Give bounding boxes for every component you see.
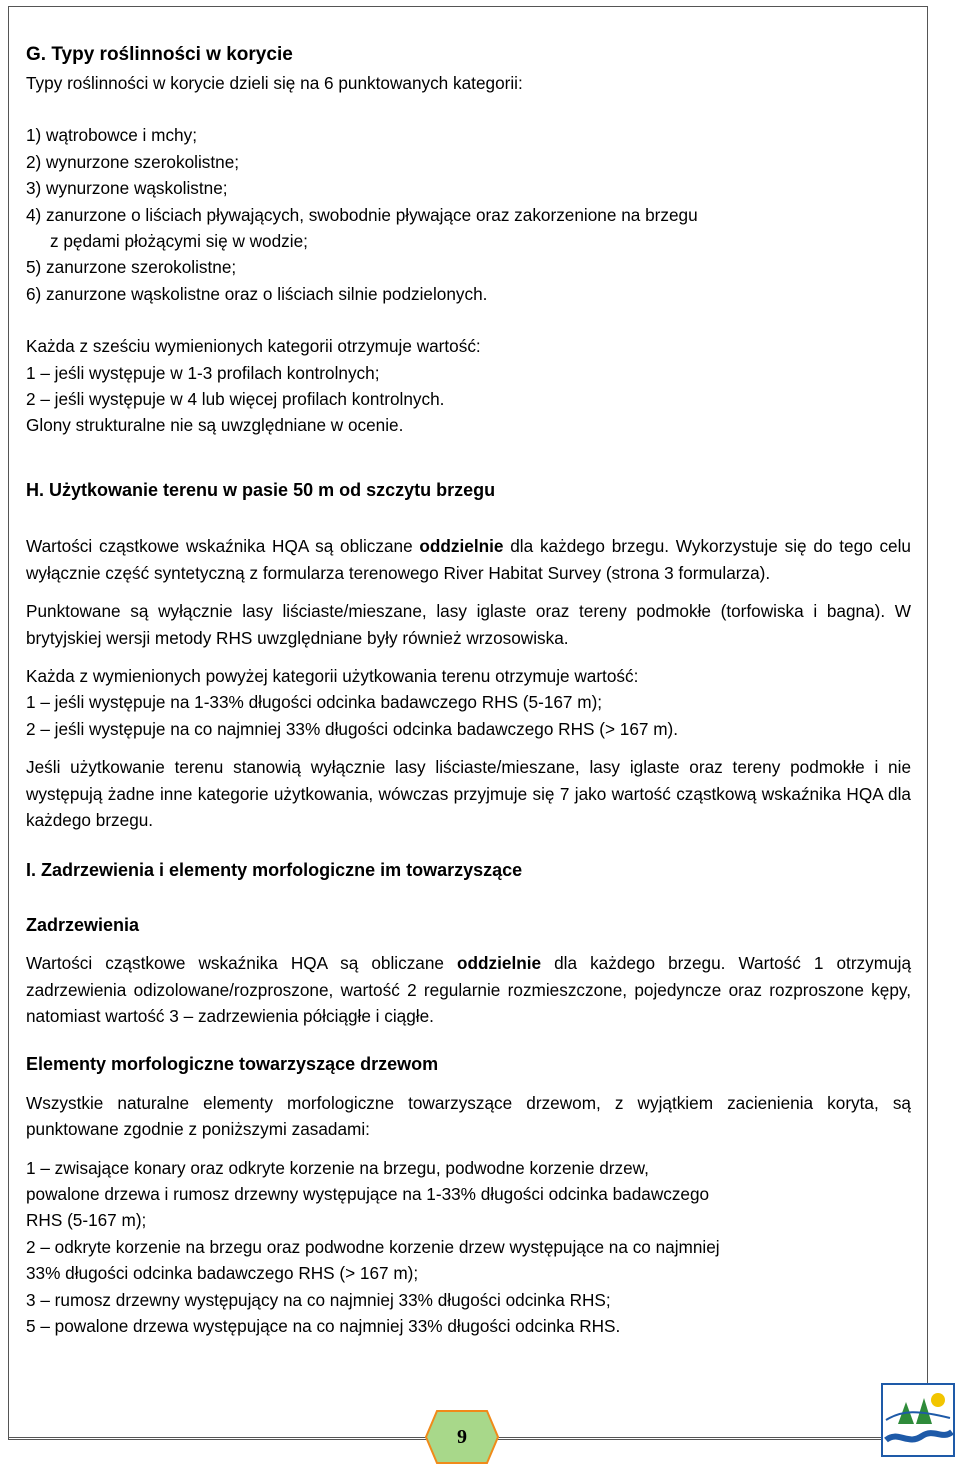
- rule-line: powalone drzewa i rumosz drzewny występujące na 1-33% długości odcinka badawczego: [26, 1184, 710, 1204]
- scoring-line: 1 – jeśli występuje na 1-33% długości odcinka badawczego RHS (5-167 m);: [26, 692, 603, 713]
- rule-line: RHS (5-167 m);: [26, 1210, 147, 1231]
- scoring-line: 2 – jeśli występuje na co najmniej 33% długości odcinka badawczego RHS (> 167 m).: [26, 718, 679, 739]
- rule-line: 2 – odkryte korzenie na brzegu oraz podwodne korzenie drzew występujące na co najmniej: [26, 1236, 720, 1257]
- subsection-title: Elementy morfologiczne towarzyszące drzewom: [26, 1054, 439, 1075]
- list-item: 5) zanurzone szerokolistne;: [26, 257, 237, 278]
- section-h-paragraph-1: Wartości cząstkowe wskaźnika HQA są obliczane oddzielnie dla każdego brzegu. Wykorzystuje się do tego celu wyłącznie część syntetyczną z formularza terenowego River Habitat Survey (strona 3 formularza).: [26, 536, 911, 583]
- list-item: 1) wątrobowce i mchy;: [26, 125, 197, 146]
- list-item: 4) zanurzone o liściach pływających, swobodnie pływające oraz zakorzenione na brzegu: [26, 204, 698, 225]
- section-g-intro: Typy roślinności w korycie dzieli się na 6 punktowanych kategorii:: [26, 73, 523, 93]
- list-item: 2) wynurzone szerokolistne;: [26, 151, 240, 172]
- river-habitat-survey-logo: [878, 1380, 958, 1460]
- list-item: 3) wynurzone wąskolistne;: [26, 178, 228, 199]
- scoring-line: 1 – jeśli występuje w 1-3 profilach kontrolnych;: [26, 362, 380, 383]
- rule-line: 33% długości odcinka badawczego RHS (> 167 m);: [26, 1263, 419, 1284]
- list-item-continuation: z pędami płożącymi się w wodzie;: [50, 231, 308, 252]
- section-i-paragraph-2: Wszystkie naturalne elementy morfologiczne towarzyszące drzewom, z wyjątkiem zacienienia koryta, są punktowane zgodnie z poniższymi zasadami:: [26, 1092, 911, 1140]
- scoring-line: Glony strukturalne nie są uwzględniane w ocenie.: [26, 415, 404, 436]
- scoring-line: Każda z wymienionych powyżej kategorii użytkowania terenu otrzymuje wartość:: [26, 665, 639, 686]
- section-h-paragraph-2: Punktowane są wyłącznie lasy liściaste/mieszane, lasy iglaste oraz tereny podmokłe (torfowiska i bagna). W brytyjskiej wersji metody RHS uwzględniane były również wrzosowiska.: [26, 601, 911, 648]
- list-item: 6) zanurzone wąskolistne oraz o liściach silnie podzielonych.: [26, 283, 488, 304]
- scoring-line: Każda z sześciu wymienionych kategorii otrzymuje wartość:: [26, 336, 481, 357]
- section-h-paragraph-3: Jeśli użytkowanie terenu stanowią wyłącznie lasy liściaste/mieszane, lasy iglaste oraz tereny podmokłe i nie występują żadne inne kategorie użytkowania, wówczas przyjmuje się 7 jako wartość cząstkową wskaźnika HQA dla każdego brzegu.: [26, 757, 911, 830]
- document-body: [26, 40, 911, 1339]
- subsection-title: Zadrzewienia: [26, 914, 140, 935]
- section-i-paragraph-1: Wartości cząstkowe wskaźnika HQA są obliczane oddzielnie dla każdego brzegu. Wartość 1 otrzymują zadrzewienia odizolowane/rozproszone, wartość 2 regularnie rozmieszczone, pojedyncze oraz rozproszone kępy, natomiast wartość 3 – zadrzewienia półciągłe i ciągłe.: [26, 953, 911, 1026]
- scoring-line: 2 – jeśli występuje w 4 lub więcej profilach kontrolnych.: [26, 389, 445, 410]
- section-h-title: H. Użytkowanie terenu w pasie 50 m od szczytu brzegu: [26, 479, 496, 500]
- rule-line: 3 – rumosz drzewny występujący na co najmniej 33% długości odcinka RHS;: [26, 1289, 611, 1310]
- rule-line: 1 – zwisające konary oraz odkryte korzenie na brzegu, podwodne korzenie drzew,: [26, 1157, 649, 1178]
- section-g-title: G. Typy roślinności w korycie: [26, 44, 293, 65]
- section-i-title: I. Zadrzewienia i elementy morfologiczne im towarzyszące: [26, 860, 523, 881]
- rule-line: 5 – powalone drzewa występujące na co najmniej 33% długości odcinka RHS.: [26, 1316, 621, 1337]
- page-number: 9: [457, 1425, 467, 1448]
